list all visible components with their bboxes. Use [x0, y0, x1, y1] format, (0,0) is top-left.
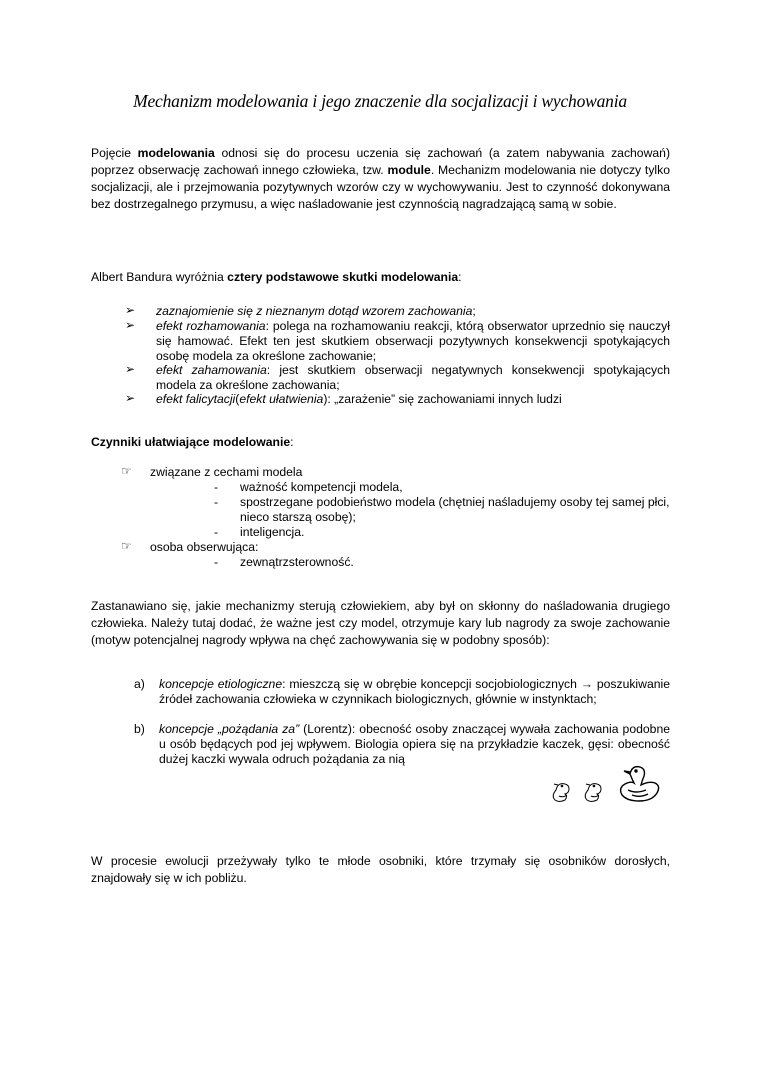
dash-bullet: - — [214, 555, 219, 569]
bandura-text: Albert Bandura wyróżnia — [91, 270, 228, 284]
list-item-concept-b — [159, 722, 670, 767]
factor-group-label: związane z cechami modela — [150, 465, 303, 479]
list-letter: b) — [134, 722, 145, 736]
effect-term: efekt falicytacji — [156, 392, 236, 406]
effect-desc: : jest skutkiem obserwacji negatywnych konsekwencji spotykających modela za określone zachowania; — [156, 363, 670, 392]
concept-term: koncepcje „pożądania za” — [159, 722, 300, 736]
duck-icon — [621, 767, 659, 801]
factors-heading-text: Czynniki ułatwiające modelowanie — [91, 435, 291, 449]
list-item-effect-3 — [156, 363, 670, 393]
dash-bullet: - — [214, 480, 219, 494]
factor-group-label: osoba obserwująca: — [150, 540, 259, 554]
effect-desc: ; — [472, 304, 476, 318]
effect-term: efekt zahamowania — [156, 363, 267, 377]
factor-item: zewnątrzsterowność. — [240, 555, 354, 569]
bandura-colon: : — [458, 270, 462, 284]
intro-bold-1: modelowania — [137, 146, 215, 160]
intro-text-2: odnosi się do procesu uczenia się zachowań (a zatem nabywania zachowań) poprzez obserwację zachowań innego człowieka, tzw. — [91, 146, 671, 177]
intro-paragraph — [91, 145, 670, 213]
arrow-bullet-icon: ➢ — [125, 318, 136, 332]
list-item-concept-a — [159, 677, 670, 707]
mechanisms-paragraph: Zastanawiano się, jakie mechanizmy sterują człowiekiem, aby był on skłonny do naśladowania drugiego człowieka. Należy tutaj dodać, że ważne jest czy model, otrzymuje kary lub nagrody za swoje zachowanie (motyw potencjalnej nagrody wpływa na chęć zachowywania się w podobny sposób): — [91, 599, 670, 647]
dash-bullet: - — [214, 495, 219, 509]
concept-desc: : mieszczą się w obrębie koncepcji socjobiologicznych → poszukiwanie źródeł zachowania człowieka w czynnikach biologicznych, głównie w instynktach; — [159, 677, 670, 706]
effect-paren: ( — [235, 392, 240, 406]
bandura-line — [91, 270, 462, 285]
pointing-hand-icon: ☞ — [121, 539, 132, 553]
pointing-hand-icon: ☞ — [121, 464, 132, 478]
arrow-bullet-icon: ➢ — [125, 362, 136, 376]
effect-desc: : polega na rozhamowaniu reakcji, którą obserwator uprzednio się nauczył się hamować. Efekt ten jest skutkiem obserwacji pozytywnych konsekwencji spotykających osobę modela za określone zachowanie; — [156, 319, 670, 363]
bandura-bold: cztery podstawowe skutki modelowania — [227, 270, 459, 284]
list-item-effect-1 — [156, 304, 670, 319]
effect-desc: ): „zarażenie” się zachowaniami innych ludzi — [323, 392, 562, 406]
list-item-effect-4 — [156, 392, 670, 407]
page-title: Mechanizm modelowania i jego znaczenie dla socjalizacji i wychowania — [133, 91, 627, 111]
effect-term: efekt rozhamowania — [156, 319, 266, 333]
duckling-icon — [585, 784, 601, 802]
intro-bold-2: module — [387, 163, 431, 177]
list-letter: a) — [134, 677, 145, 691]
intro-text-1: Pojęcie — [91, 146, 138, 160]
arrow-bullet-icon: ➢ — [125, 391, 136, 405]
ducks-drawing — [550, 762, 665, 807]
factor-item: inteligencja. — [240, 525, 305, 539]
factor-item: ważność kompetencji modela, — [240, 480, 403, 494]
effect-term-2: efekt ułatwienia — [239, 392, 324, 406]
effect-term: zaznajomienie się z nieznanym dotąd wzorem zachowania — [156, 304, 473, 318]
duckling-icon — [553, 784, 569, 802]
dash-bullet: - — [214, 525, 219, 539]
factor-item: spostrzegane podobieństwo modela (chętniej naśladujemy osoby tej samej płci, nieco starszą osobę); — [240, 495, 670, 524]
factors-heading — [91, 435, 294, 450]
conclusion-paragraph: W procesie ewolucji przeżywały tylko te młode osobniki, które trzymały się osobników dorosłych, znajdowały się w ich pobliżu. — [91, 854, 670, 885]
concept-term: koncepcje etiologiczne — [159, 677, 283, 691]
arrow-bullet-icon: ➢ — [125, 303, 136, 317]
intro-text-3: . Mechanizm modelowania nie dotyczy tylko socjalizacji, ale i przejmowania pozytywnych wzorów czy w wychowywaniu. Jest to czynność dokonywana bez dostrzegalnego przymusu, a więc naśladowanie jest czynnością nagradzającą samą w sobie. — [91, 163, 670, 211]
concept-desc: (Lorentz): obecność osoby znaczącej wywała zachowania podobne u osób będących pod jej wpływem. Biologia opiera się na przykładzie kaczek, gęsi: obecność dużej kaczki wywala odruch pożądania za nią — [159, 722, 670, 766]
factors-colon: : — [290, 435, 294, 449]
list-item-effect-2 — [156, 319, 670, 364]
